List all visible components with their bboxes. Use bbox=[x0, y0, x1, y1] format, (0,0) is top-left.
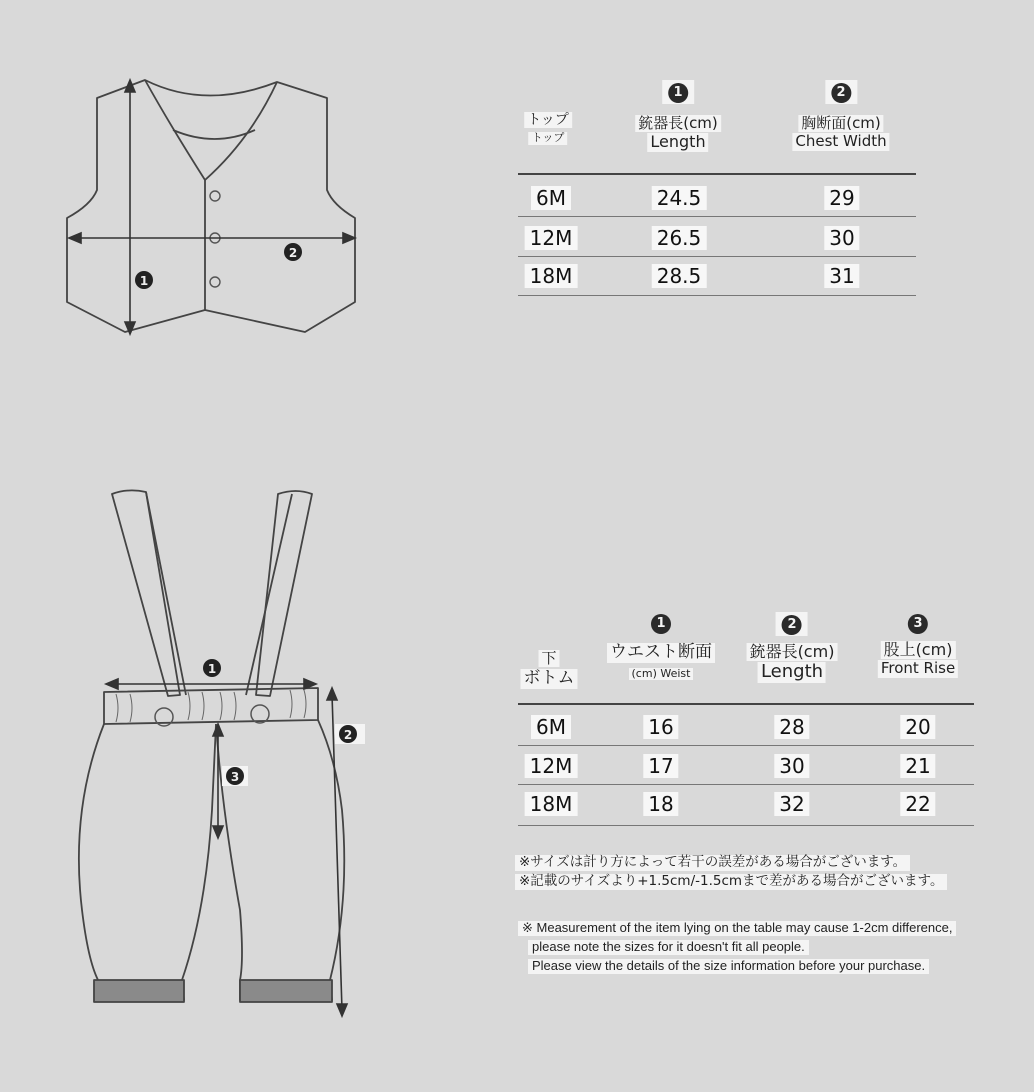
bottom-waist-header: 1 ウエスト断面 (cm) Weist bbox=[607, 612, 715, 680]
size-cell: 6M bbox=[531, 186, 571, 210]
vest-chest-marker bbox=[284, 243, 302, 261]
top-length-header: 1 銃器長(cm) Length bbox=[635, 80, 721, 152]
chest-cell: 30 bbox=[824, 226, 859, 250]
pants-illustration bbox=[60, 480, 380, 1040]
row-divider bbox=[518, 216, 916, 217]
row-divider bbox=[518, 825, 974, 826]
length-cell: 28 bbox=[774, 715, 809, 739]
waist-cell: 18 bbox=[643, 792, 678, 816]
rise-cell: 22 bbox=[900, 792, 935, 816]
note-line: ※サイズは計り方によって若干の誤差がある場合がございます。 bbox=[515, 855, 910, 871]
note-line: Please view the details of the size information before your purchase. bbox=[528, 959, 929, 974]
rise-cell: 21 bbox=[900, 754, 935, 778]
bottom-rise-header: 3 股上(cm) Front Rise bbox=[878, 612, 958, 678]
bottom-length-header: 2 銃器長(cm) Length bbox=[747, 612, 838, 683]
chest-cell: 31 bbox=[824, 264, 859, 288]
rise-cell: 20 bbox=[900, 715, 935, 739]
size-cell: 12M bbox=[525, 754, 578, 778]
size-cell: 18M bbox=[525, 792, 578, 816]
row-divider bbox=[518, 295, 916, 296]
length-cell: 28.5 bbox=[652, 264, 707, 288]
japanese-notes bbox=[515, 853, 947, 891]
svg-text:2: 2 bbox=[343, 728, 353, 742]
top-table-header-rule bbox=[518, 173, 916, 175]
bottom-col0-header: 下 ボトム bbox=[521, 648, 578, 689]
vest-length-marker bbox=[135, 271, 153, 289]
pants-length-marker bbox=[335, 724, 365, 744]
note-line: ※記載のサイズより+1.5cm/-1.5cmまで差がある場合がございます。 bbox=[515, 874, 947, 890]
svg-text:2: 2 bbox=[288, 246, 298, 260]
waist-cell: 16 bbox=[643, 715, 678, 739]
length-cell: 30 bbox=[774, 754, 809, 778]
svg-text:3: 3 bbox=[230, 770, 240, 784]
size-cell: 12M bbox=[525, 226, 578, 250]
pants-rise-marker bbox=[222, 766, 248, 786]
row-divider bbox=[518, 256, 916, 257]
pants-waist-marker bbox=[203, 659, 221, 677]
svg-text:1: 1 bbox=[207, 662, 217, 676]
length-cell: 32 bbox=[774, 792, 809, 816]
row-divider bbox=[518, 784, 974, 785]
top-chest-header: 2 胸断面(cm) Chest Width bbox=[792, 80, 889, 151]
size-cell: 18M bbox=[525, 264, 578, 288]
length-cell: 24.5 bbox=[652, 186, 707, 210]
top-col0-header: トップ トップ bbox=[524, 112, 572, 145]
length-cell: 26.5 bbox=[652, 226, 707, 250]
size-cell: 6M bbox=[531, 715, 571, 739]
bottom-table-header-rule bbox=[518, 703, 974, 705]
svg-text:1: 1 bbox=[139, 274, 149, 288]
english-notes bbox=[518, 918, 956, 975]
waist-cell: 17 bbox=[643, 754, 678, 778]
note-line: ※ Measurement of the item lying on the table may cause 1-2cm difference, bbox=[518, 921, 956, 936]
note-line: please note the sizes for it doesn't fit all people. bbox=[528, 940, 809, 955]
row-divider bbox=[518, 745, 974, 746]
chest-cell: 29 bbox=[824, 186, 859, 210]
vest-illustration bbox=[55, 70, 375, 350]
